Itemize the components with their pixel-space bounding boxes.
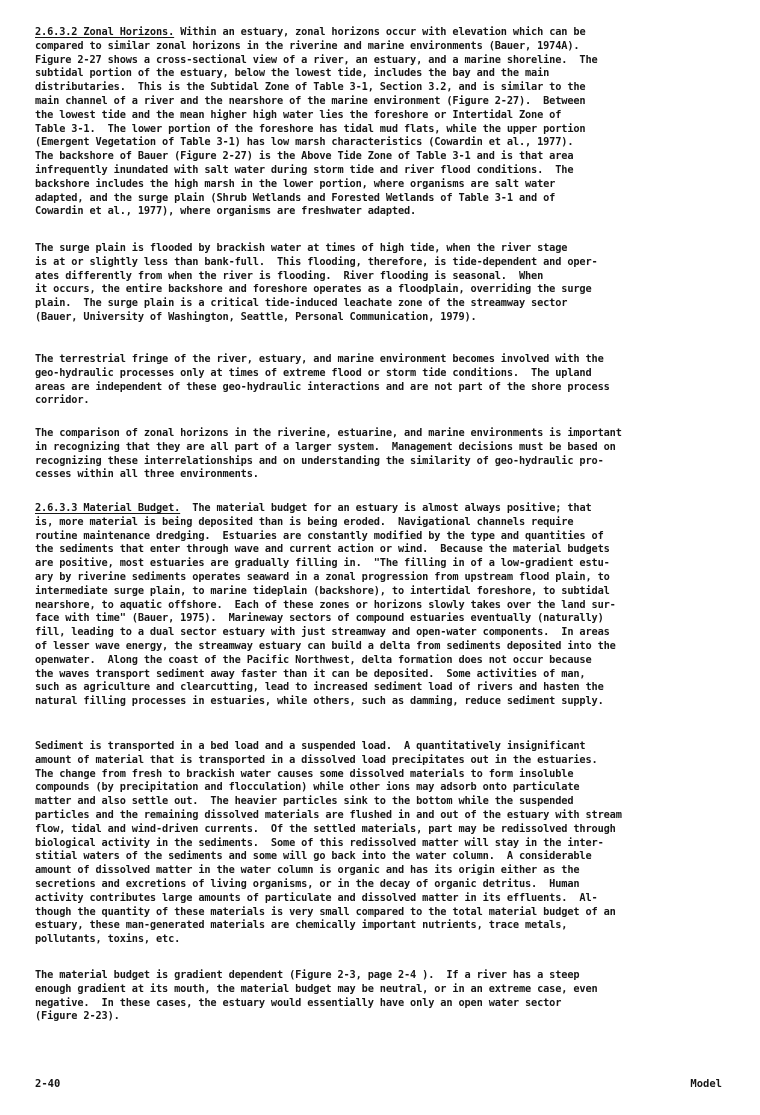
text-line: activity contributes large amounts of particulate and dissolved matter in its effluents. Al- — [35, 891, 598, 904]
text-line: the lowest tide and the mean higher high water lies the foreshore or Intertidal Zone of — [35, 108, 562, 121]
text-line: face with time" (Bauer, 1975). Marineway sectors of compound estuaries eventually (naturally) — [35, 612, 604, 625]
text-line: is, more material is being deposited than is being eroded. Navigational channels require — [35, 515, 574, 528]
text-line: backshore includes the high marsh in the lower portion, where organisms are salt water — [35, 177, 556, 190]
text-line: corridor. — [35, 394, 90, 407]
text-line: the waves transport sediment away faster than it can be deposited. Some activities of man, — [35, 667, 586, 680]
text-line: fill, leading to a dual sector estuary with just streamway and open-water components. In areas — [35, 626, 610, 639]
text-line: of lesser wave energy, the streamway estuary can build a delta from sediments deposited into the — [35, 639, 616, 652]
text-line: geo-hydraulic processes only at times of extreme flood or storm tide conditions. The upland — [35, 366, 592, 379]
text-line: estuary, these man-generated materials are chemically important nutrients, trace metals, — [35, 919, 568, 932]
text-line: the sediments that enter through wave and current action or wind. Because the material budgets — [35, 543, 610, 556]
text-line: natural filling processes in estuaries, while others, such as damming, reduce sediment supply. — [35, 695, 604, 708]
text-line: is at or slightly less than bank-full. This flooding, therefore, is tide-dependent and oper- — [35, 255, 598, 268]
text-line: secretions and excretions of living organisms, or in the decay of organic detritus. Human — [35, 877, 580, 890]
text-line: ates differently from when the river is flooding. River flooding is seasonal. When — [35, 269, 544, 282]
text-line: (Figure 2-23). — [35, 1010, 120, 1023]
text-line: ary by riverine sediments operates seaward in a zonal progression from upstream flood plain, to — [35, 570, 610, 583]
text-line: nearshore, to aquatic offshore. Each of these zones or horizons slowly takes over the land sur- — [35, 598, 616, 611]
text-line: Within an estuary, zonal horizons occur with elevation which can be — [174, 26, 586, 38]
text-line: negative. In these cases, the estuary would essentially have only an open water sector — [35, 996, 562, 1009]
text-line: The surge plain is flooded by brackish water at times of high tide, when the river stage — [35, 242, 568, 254]
text-line: routine maintenance dredging. Estuaries are constantly modified by the type and quantities of — [35, 529, 604, 542]
text-line: adapted, and the surge plain (Shrub Wetlands and Forested Wetlands of Table 3-1 and of — [35, 191, 556, 204]
text-line: Table 3-1. The lower portion of the foreshore has tidal mud flats, while the upper portion — [35, 122, 586, 135]
text-line: openwater. Along the coast of the Pacific Northwest, delta formation does not occur because — [35, 653, 592, 666]
paragraph-sediment — [35, 740, 725, 947]
text-line: (Bauer, University of Washington, Seattle, Personal Communication, 1979). — [35, 310, 477, 323]
text-line: subtidal portion of the estuary, below the lowest tide, includes the bay and the main — [35, 67, 550, 80]
section-heading-zonal-horizons: 2.6.3.2 Zonal Horizons. — [35, 26, 175, 38]
text-line: areas are independent of these geo-hydraulic interactions and are not part of the shore process — [35, 380, 610, 393]
text-line: stitial waters of the sediments and some will go back into the water column. A considerable — [35, 850, 592, 863]
section-heading-material-budget: 2.6.3.3 Material Budget. — [35, 502, 181, 514]
text-line: amount of material that is transported in a dissolved load precipitates out in the estuaries. — [35, 753, 598, 766]
paragraph-comparison — [35, 427, 725, 482]
page-number: 2-40 — [35, 1078, 61, 1090]
text-line: The comparison of zonal horizons in the riverine, estuarine, and marine environments is important — [35, 427, 622, 439]
text-line: flow, tidal and wind-driven currents. Of the settled materials, part may be redissolved through — [35, 822, 616, 835]
text-line: main channel of a river and the nearshore of the marine environment (Figure 2-27). Between — [35, 94, 586, 107]
text-line: are positive, most estuaries are gradually filling in. "The filling in of a low-gradient estu- — [35, 557, 610, 570]
text-line: plain. The surge plain is a critical tide-induced leachate zone of the streamway sector — [35, 297, 568, 310]
text-line: particles and the remaining dissolved materials are flushed in and out of the estuary with stream — [35, 808, 622, 821]
section-zonal-horizons — [35, 26, 725, 219]
text-line: pollutants, toxins, etc. — [35, 933, 181, 946]
text-line: The terrestrial fringe of the river, estuary, and marine environment becomes involved with the — [35, 353, 604, 365]
text-line: The backshore of Bauer (Figure 2-27) is the Above Tide Zone of Table 3-1 and is that area — [35, 150, 574, 163]
section-material-budget — [35, 502, 725, 709]
text-line: recognizing these interrelationships and on understanding the similarity of geo-hydraulic pro- — [35, 454, 604, 467]
text-line: intermediate surge plain, to marine tideplain (backshore), to intertidal foreshore, to subtidal — [35, 584, 610, 597]
footer-label: Model — [690, 1078, 722, 1090]
text-line: compared to similar zonal horizons in the riverine and marine environments (Bauer, 1974A). — [35, 39, 580, 52]
text-line: compounds (by precipitation and flocculation) while other ions may adsorb onto particulate — [35, 781, 580, 794]
text-line: matter and also settle out. The heavier particles sink to the bottom while the suspended — [35, 795, 574, 808]
text-line: enough gradient at its mouth, the material budget may be neutral, or in an extreme case, even — [35, 982, 598, 995]
paragraph-surge-plain — [35, 242, 725, 325]
paragraph-terrestrial-fringe — [35, 353, 725, 408]
text-line: amount of dissolved matter in the water column is organic and has its origin either as the — [35, 864, 580, 877]
text-line: The material budget is gradient dependent (Figure 2-3, page 2-4 ). If a river has a steep — [35, 969, 580, 981]
text-line: Cowardin et al., 1977), where organisms are freshwater adapted. — [35, 205, 417, 218]
text-line: Figure 2-27 shows a cross-sectional view of a river, an estuary, and a marine shoreline. The — [35, 53, 598, 66]
text-line: The change from fresh to brackish water causes some dissolved materials to form insoluble — [35, 767, 574, 780]
text-line: distributaries. This is the Subtidal Zone of Table 3-1, Section 3.2, and is similar to the — [35, 81, 586, 94]
text-line: cesses within all three environments. — [35, 468, 259, 481]
text-line: (Emergent Vegetation of Table 3-1) has low marsh characteristics (Cowardin et al., 1977). — [35, 136, 574, 149]
text-line: Sediment is transported in a bed load and a suspended load. A quantitatively insignificant — [35, 740, 586, 752]
text-line: infrequently inundated with salt water during storm tide and river flood conditions. The — [35, 163, 574, 176]
text-line: The material budget for an estuary is almost always positive; that — [180, 502, 592, 514]
paragraph-gradient — [35, 969, 725, 1024]
text-line: in recognizing that they are all part of a larger system. Management decisions must be based on — [35, 440, 616, 453]
text-line: such as agriculture and clearcutting, lead to increased sediment load of rivers and hasten the — [35, 681, 604, 694]
text-line: though the quantity of these materials is very small compared to the total material budget of an — [35, 905, 616, 918]
text-line: biological activity in the sediments. Some of this redissolved matter will stay in the inter- — [35, 836, 604, 849]
text-line: it occurs, the entire backshore and foreshore operates as a floodplain, overriding the surge — [35, 283, 592, 296]
